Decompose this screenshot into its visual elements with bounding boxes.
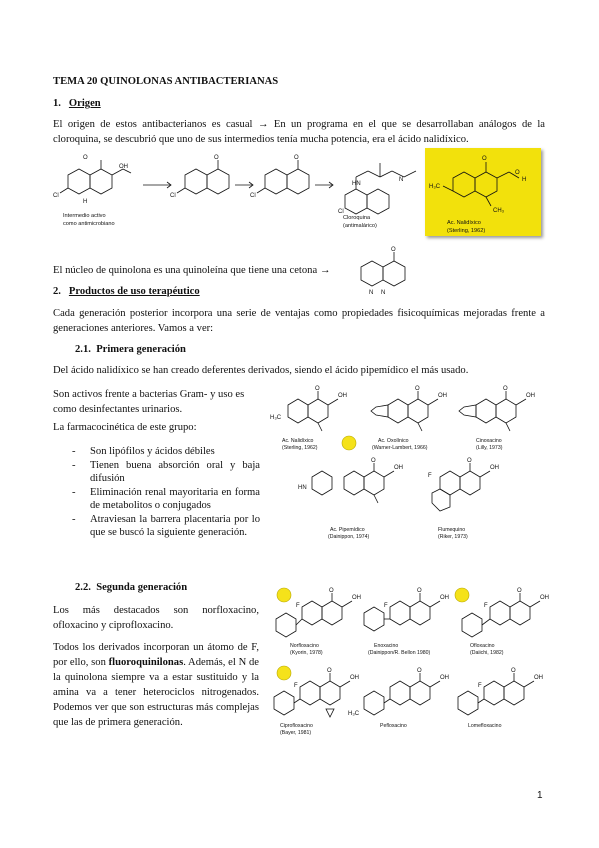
section-2-paragraph: Cada generación posterior incorpora una serie de ventajas como propiedades fisicoquímicas mejoradas frente a generaciones anteriores. Vamos a ver: bbox=[53, 308, 545, 334]
svg-text:O: O bbox=[294, 155, 299, 161]
section-1-number: 1. bbox=[53, 98, 61, 109]
svg-text:O: O bbox=[83, 155, 88, 161]
svg-text:O: O bbox=[417, 588, 422, 594]
svg-text:O: O bbox=[214, 155, 219, 161]
svg-text:O: O bbox=[391, 247, 396, 253]
section-22-number: 2.2. bbox=[75, 582, 91, 593]
page-number: 1 bbox=[537, 790, 543, 801]
section-21-pk-heading: La farmacocinética de este grupo: bbox=[53, 422, 197, 433]
compound-ref: (Dainippon, 1974) bbox=[328, 534, 370, 540]
svg-text:O: O bbox=[327, 668, 332, 674]
svg-text:H: H bbox=[522, 177, 527, 183]
origin-scheme bbox=[53, 155, 423, 235]
svg-text:OH: OH bbox=[352, 595, 361, 601]
marker-dot bbox=[455, 588, 469, 602]
pk-bullet: - Tienen buena absorción oral y baja difusión bbox=[72, 459, 260, 486]
section-22-title: Segunda generación bbox=[96, 582, 188, 593]
chloroquine-label-1: Cloroquina bbox=[343, 215, 371, 221]
paragraph-text: Todos los derivados incorporan un átomo de F, por ello, son bbox=[53, 642, 259, 668]
svg-text:O: O bbox=[517, 588, 522, 594]
nalidixic-label-1: Ac. Nalidíxico bbox=[447, 220, 481, 226]
svg-text:Cl: Cl bbox=[338, 209, 344, 215]
section-2-title: Productos de uso terapéutico bbox=[68, 286, 200, 297]
intermediate-label-2: como antimicrobiano bbox=[63, 221, 115, 227]
section-21-heading bbox=[75, 342, 186, 357]
svg-text:OH: OH bbox=[440, 675, 449, 681]
svg-text:F: F bbox=[428, 473, 432, 479]
svg-text:O: O bbox=[315, 386, 320, 392]
svg-text:Cl: Cl bbox=[170, 193, 176, 199]
marker-dot bbox=[342, 436, 356, 450]
compound-name: Lomefloxacino bbox=[468, 723, 502, 729]
compound-name: Pefloxacino bbox=[380, 723, 407, 729]
svg-text:H₃C: H₃C bbox=[270, 415, 282, 421]
compound-ref: (Daiichi, 1982) bbox=[470, 650, 504, 656]
svg-text:O: O bbox=[515, 170, 520, 176]
svg-text:O: O bbox=[467, 458, 472, 464]
nalidixic-highlight-box bbox=[425, 148, 541, 236]
compound-ref: (Riker, 1973) bbox=[438, 534, 468, 540]
compound-name: Ac. Oxolínico bbox=[378, 438, 409, 444]
compound-name: Ofloxacino bbox=[470, 643, 495, 649]
svg-text:HN: HN bbox=[298, 485, 307, 491]
section-2-number: 2. bbox=[53, 286, 61, 297]
compound-ref: (Bayer, 1981) bbox=[280, 730, 312, 736]
paragraph-text: . Además, el N de la quinolona siempre va a estar sustituido y la amina va a tener heterociclos nitrogenados. Podemos ver que son estructuras más complejas que las de primera generación. bbox=[53, 657, 259, 728]
svg-text:N: N bbox=[399, 177, 404, 183]
svg-text:O: O bbox=[329, 588, 334, 594]
svg-text:Cl: Cl bbox=[53, 193, 59, 199]
pk-bullet: - Atraviesan la barrera placentaria por lo que se buscó la siguiente generación. bbox=[72, 513, 260, 540]
svg-text:F: F bbox=[294, 683, 298, 689]
first-generation-structures bbox=[268, 385, 548, 545]
svg-text:OH: OH bbox=[438, 393, 447, 399]
svg-text:N: N bbox=[369, 290, 374, 296]
intermediate-label-1: Intermedio activo bbox=[63, 213, 106, 219]
marker-dot bbox=[277, 588, 291, 602]
quinolone-nucleus-structure bbox=[355, 247, 415, 295]
section-21-intro: Del ácido nalidíxico se han creado deferentes derivados, siendo el ácido pipemídico el más usado. bbox=[53, 365, 469, 376]
nucleus-text: El núcleo de quinolona es una quinoleína que tiene una cetona → bbox=[53, 265, 331, 276]
compound-name: Flumequino bbox=[438, 527, 466, 533]
section-1-heading bbox=[53, 96, 101, 111]
svg-text:O: O bbox=[417, 668, 422, 674]
svg-text:H₃C: H₃C bbox=[429, 184, 441, 190]
section-21-title: Primera generación bbox=[96, 344, 186, 355]
svg-text:O: O bbox=[415, 386, 420, 392]
section-22-heading bbox=[75, 580, 187, 595]
pk-bullet: - Eliminación renal mayoritaria en forma de metabolitos o conjugados bbox=[72, 486, 260, 513]
svg-text:OH: OH bbox=[490, 465, 499, 471]
marker-dot bbox=[277, 666, 291, 680]
svg-text:H: H bbox=[83, 199, 88, 205]
svg-text:O: O bbox=[503, 386, 508, 392]
svg-text:OH: OH bbox=[534, 675, 543, 681]
section-22-paragraph bbox=[53, 640, 259, 730]
compound-ref: (Sterling, 1962) bbox=[282, 445, 318, 451]
compound-name: Norfloxacino bbox=[290, 643, 319, 649]
pk-bullet-list bbox=[72, 445, 260, 540]
compound-name: Ac. Pipemídico bbox=[330, 527, 365, 533]
second-generation-structures bbox=[262, 585, 552, 745]
svg-text:N: N bbox=[381, 290, 386, 296]
svg-text:O: O bbox=[482, 156, 487, 162]
pk-bullet: - Son lipófilos y ácidos débiles bbox=[72, 445, 260, 459]
compound-name: Ciprofloxacino bbox=[280, 723, 313, 729]
compound-name: Enoxacino bbox=[374, 643, 399, 649]
compound-ref: (Lilly, 1973) bbox=[476, 445, 503, 451]
svg-text:F: F bbox=[484, 603, 488, 609]
svg-text:CH₃: CH₃ bbox=[493, 208, 505, 214]
svg-text:OH: OH bbox=[119, 164, 128, 170]
section-1-title: Origen bbox=[68, 98, 101, 109]
page-title: TEMA 20 QUINOLONAS ANTIBACTERIANAS bbox=[53, 76, 279, 87]
section-2-heading bbox=[53, 284, 200, 299]
svg-text:OH: OH bbox=[394, 465, 403, 471]
svg-text:F: F bbox=[296, 603, 300, 609]
svg-text:OH: OH bbox=[338, 393, 347, 399]
compound-name: Cinoxacino bbox=[476, 438, 502, 444]
svg-text:H₃C: H₃C bbox=[348, 711, 360, 717]
svg-text:F: F bbox=[478, 683, 482, 689]
compound-ref: (Dainippon/R. Bellon 1980) bbox=[368, 650, 431, 656]
svg-text:OH: OH bbox=[526, 393, 535, 399]
svg-text:HN: HN bbox=[352, 181, 361, 187]
compound-ref: (Warner-Lambert, 1966) bbox=[372, 445, 428, 451]
svg-text:OH: OH bbox=[540, 595, 549, 601]
section-1-paragraph: El origen de estos antibacterianos es casual → En un programa en el que se desarrollaban análogos de la cloroquina, se descubrió que uno de sus intermedios tenía mucha potencia, era el ácido nalidíxico. bbox=[53, 119, 545, 145]
svg-text:Cl: Cl bbox=[250, 193, 256, 199]
compound-name: Ac. Nalidíxico bbox=[282, 438, 314, 444]
section-21-activity: Son activos frente a bacterias Gram- y uso es como desinfectantes urinarios. bbox=[53, 389, 245, 415]
svg-text:O: O bbox=[511, 668, 516, 674]
section-22-intro: Los más destacados son norfloxacino, ofloxacino y ciprofloxacino. bbox=[53, 605, 259, 631]
svg-text:F: F bbox=[384, 603, 388, 609]
section-21-number: 2.1. bbox=[75, 344, 91, 355]
fluoroquinolones-term: fluoroquinilonas bbox=[108, 657, 184, 668]
nalidixic-label-2: (Sterling, 1962) bbox=[447, 228, 486, 234]
svg-text:OH: OH bbox=[440, 595, 449, 601]
compound-ref: (Kyorin, 1978) bbox=[290, 650, 323, 656]
svg-text:O: O bbox=[371, 458, 376, 464]
svg-text:OH: OH bbox=[350, 675, 359, 681]
chloroquine-label-2: (antimalárico) bbox=[343, 223, 377, 229]
